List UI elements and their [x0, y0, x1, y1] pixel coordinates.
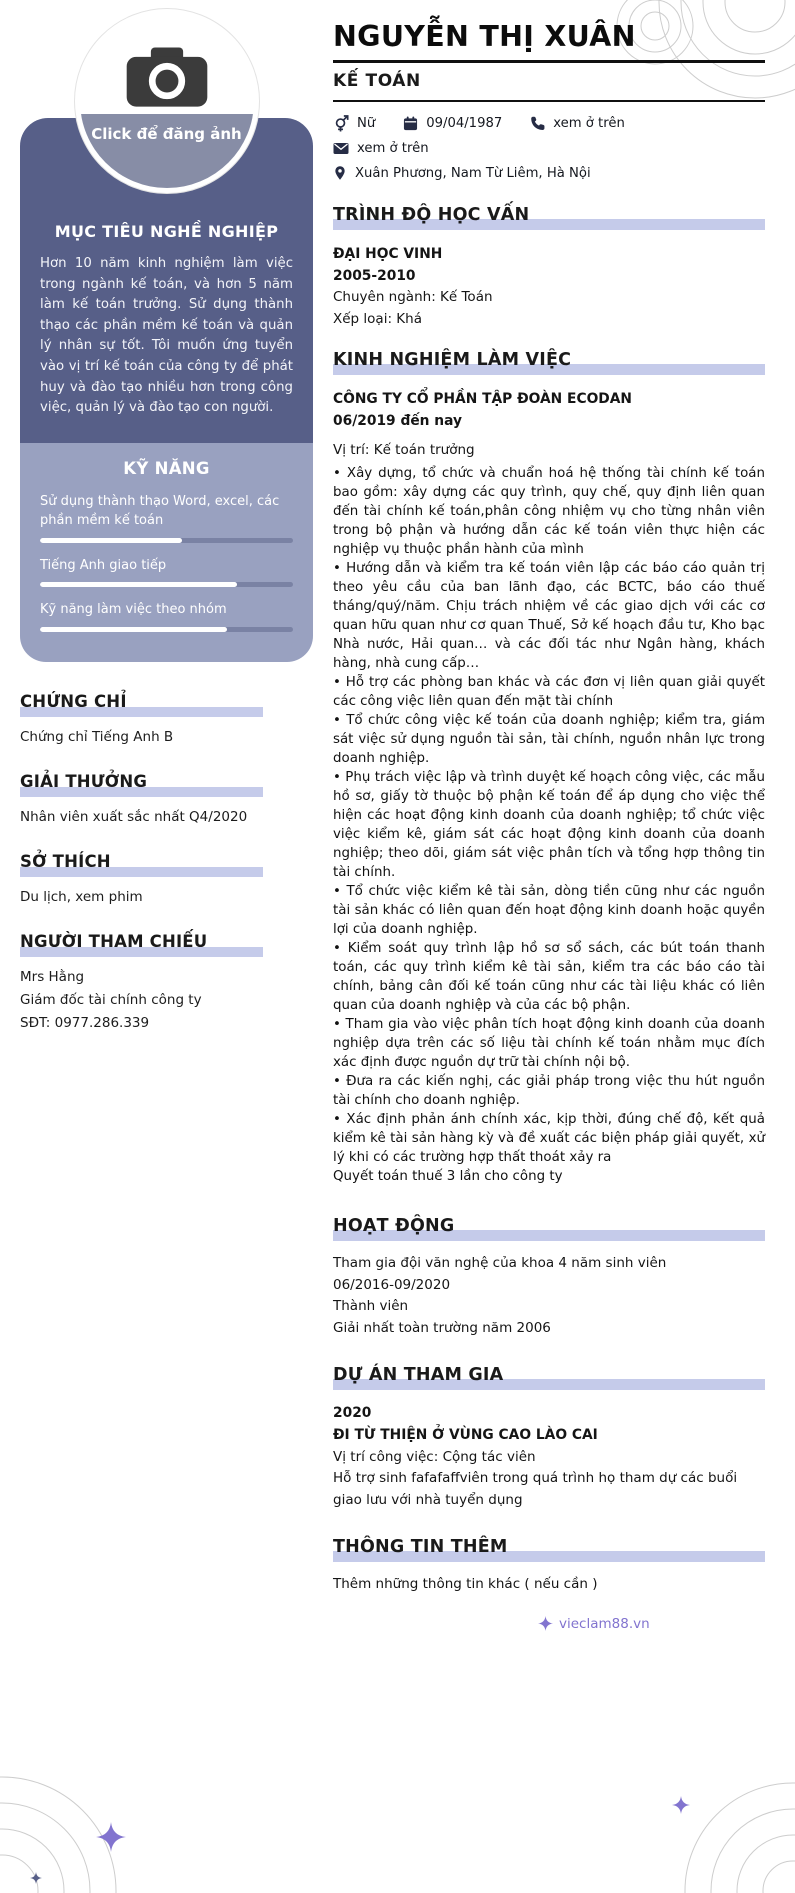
- calendar-icon: [403, 116, 418, 131]
- section-title: CHỨNG CHỈ: [20, 692, 127, 712]
- sidebar: [20, 0, 313, 1058]
- reference-phone: SĐT: 0977.286.339: [20, 1014, 150, 1031]
- education-major: Chuyên ngành: Kế Toán: [333, 289, 493, 306]
- skills-section: [20, 443, 313, 662]
- watermark-text: vieclam88.vn: [559, 1615, 650, 1632]
- contact-row: [333, 115, 765, 132]
- projects-heading: DỰ ÁN THAM GIA: [333, 1365, 765, 1390]
- education-grade: Xếp loại: Khá: [333, 310, 422, 327]
- education-content: [333, 243, 765, 330]
- photo-upload[interactable]: [74, 8, 260, 194]
- contact-row: [333, 141, 765, 156]
- objective-text: Hơn 10 năm kinh nghiệm làm việc trong ngành kế toán, và hơn 5 năm làm kế toán trưởng. Sử dụng thành thạo các phần mềm kế toán và quản lý nhân sự tốt. Tôi muốn ứng tuyển vào vị trí kế toán của công ty để phát huy và đào tạo nhiều hơn trong công việc, quản lý và đào tạo con người.: [40, 256, 293, 416]
- activities-heading: HOẠT ĐỘNG: [333, 1216, 765, 1241]
- skill-bar: [40, 582, 293, 587]
- gender-value: Nữ: [357, 116, 376, 131]
- education-period: 2005-2010: [333, 268, 416, 285]
- skill-item: [40, 557, 293, 588]
- sparkle-icon: [30, 1872, 42, 1884]
- skill-bar: [40, 627, 293, 632]
- reference-role: Giám đốc tài chính công ty: [20, 992, 202, 1008]
- section-title: GIẢI THƯỞNG: [20, 772, 148, 792]
- email-value: xem ở trên: [357, 141, 429, 156]
- gender-icon: [333, 115, 349, 132]
- objective-title: MỤC TIÊU NGHỀ NGHIỆP: [54, 222, 279, 241]
- sparkle-icon: [672, 1796, 690, 1814]
- corner-rings-bottom-right: [625, 1743, 795, 1893]
- section-heading: [20, 692, 313, 716]
- photo-upload-label: Click để đăng ảnh: [91, 125, 242, 143]
- contact-gender: [333, 115, 375, 132]
- experience-bullet: • Đưa ra các kiến nghị, các giải pháp trong việc thu hút nguồn tài chính cho doanh nghiệp.: [333, 1074, 765, 1109]
- section-heading: [20, 852, 313, 876]
- skill-label: Sử dụng thành thạo Word, excel, các phần mềm kế toán: [40, 493, 280, 528]
- projects-content: [333, 1402, 765, 1511]
- skill-label: Tiếng Anh giao tiếp: [40, 557, 167, 573]
- mail-icon: [333, 142, 349, 155]
- contact-email: [333, 141, 429, 156]
- experience-heading: KINH NGHIỆM LÀM VIỆC: [333, 350, 765, 375]
- activity-line: Tham gia đội văn nghệ của khoa 4 năm sinh viên: [333, 1255, 667, 1272]
- experience-description: [333, 464, 765, 1186]
- experience-content: [333, 388, 765, 1186]
- corner-rings-bottom-left: [0, 1733, 180, 1893]
- awards-section: [20, 772, 313, 829]
- experience-bullet: • Hỗ trợ các phòng ban khác và các đơn vị liên quan giải quyết các công việc liên quan đến mặt tài chính: [333, 675, 765, 710]
- job-title: KẾ TOÁN: [333, 63, 765, 102]
- photo-placeholder: [80, 14, 254, 188]
- activity-line: Thành viên: [333, 1298, 409, 1315]
- section-heading: [20, 932, 313, 956]
- phone-icon: [530, 116, 545, 131]
- school-name: ĐẠI HỌC VINH: [333, 246, 443, 262]
- skill-item: [40, 601, 293, 632]
- watermark: [538, 1616, 765, 1632]
- skill-bar: [40, 538, 293, 543]
- activity-line: 06/2016-09/2020: [333, 1276, 451, 1293]
- sparkle-icon: [538, 1616, 553, 1631]
- references-section: [20, 932, 313, 1035]
- project-role: Vị trí công việc: Cộng tác viên: [333, 1448, 536, 1465]
- contact-phone: [530, 116, 625, 131]
- address-value: Xuân Phương, Nam Từ Liêm, Hà Nội: [355, 165, 591, 181]
- skill-item: [40, 493, 293, 543]
- location-icon: [333, 165, 347, 181]
- section-title: SỞ THÍCH: [20, 852, 111, 872]
- skill-bar-fill: [40, 538, 182, 543]
- project-name: ĐI TỪ THIỆN Ở VÙNG CAO LÀO CAI: [333, 1427, 598, 1444]
- skill-label: Kỹ năng làm việc theo nhóm: [40, 602, 227, 618]
- activities-content: [333, 1253, 765, 1339]
- section-line: Chứng chỉ Tiếng Anh B: [20, 729, 174, 746]
- contact-dob: [403, 116, 502, 131]
- candidate-name: NGUYỄN THỊ XUÂN: [333, 20, 765, 63]
- activity-line: Giải nhất toàn trường năm 2006: [333, 1319, 551, 1336]
- sidebar-lower-sections: [20, 662, 313, 1035]
- photo-upload-label-area: [80, 114, 254, 188]
- section-line: Nhân viên xuất sắc nhất Q4/2020: [20, 809, 248, 826]
- phone-value: xem ở trên: [553, 116, 625, 131]
- experience-bullet: • Tổ chức việc kiểm kê tài sản, dòng tiền cũng như các nguồn tài sản khác có liên quan đến hoạt động kinh doanh hoặc quyền lợi của doanh nghiệp.: [333, 884, 765, 938]
- education-heading: TRÌNH ĐỘ HỌC VẤN: [333, 205, 765, 230]
- experience-role: Vị trí: Kế toán trưởng: [333, 442, 475, 459]
- section-heading: [20, 772, 313, 796]
- certificates-section: [20, 692, 313, 749]
- experience-note: Quyết toán thuế 3 lần cho công ty: [333, 1169, 563, 1185]
- main-column: [333, 20, 765, 1632]
- project-description: Hỗ trợ sinh fafafaffviên trong quá trình họ tham dự các buổi giao lưu với nhà tuyển dụng: [333, 1470, 738, 1508]
- section-title: NGƯỜI THAM CHIẾU: [20, 932, 208, 952]
- company-name: CÔNG TY CỔ PHẦN TẬP ĐOÀN ECODAN: [333, 391, 632, 408]
- contact-row: [333, 165, 765, 181]
- contact-info: [333, 115, 765, 181]
- experience-period: 06/2019 đến nay: [333, 413, 463, 430]
- experience-bullet: • Phụ trách việc lập và trình duyệt kế hoạch công việc, các mẫu hồ sơ, giấy tờ thuộc bộ phận kế toán để áp dụng cho việc thể hiện các hoạt động kinh doanh của doanh nghiệp; tổ chức việc việc kiểm kê, giám sát các hoạt động kinh doanh của doanh nghiệp; theo dõi, giám sát việc phân tích và tổng hợp thông tin tài chính.: [333, 770, 765, 881]
- hobbies-section: [20, 852, 313, 909]
- skill-bar-fill: [40, 582, 237, 587]
- dob-value: 09/04/1987: [426, 116, 503, 131]
- skill-bar-fill: [40, 627, 227, 632]
- experience-bullet: • Kiểm soát quy trình lập hồ sơ sổ sách, các bút toán thanh toán, các quy trình kiểm kê tài sản, kiểm tra các báo cáo tài chính, bảng cân đối kế toán cũng như các tài liệu khác có liên quan của doanh nghiệp và của các bộ phận.: [333, 941, 765, 1014]
- sparkle-icon: [96, 1822, 126, 1852]
- more-info-heading: THÔNG TIN THÊM: [333, 1537, 765, 1562]
- skills-title: KỸ NĂNG: [123, 458, 210, 478]
- experience-bullet: • Tham gia vào việc phân tích hoạt động kinh doanh của doanh nghiệp dựa trên các số liệu tài chính kế toán nhằm mục đích xác định được nguồn dự trữ tài chính nội bộ.: [333, 1017, 765, 1071]
- camera-icon: [124, 44, 210, 110]
- experience-bullet: • Xây dựng, tổ chức và chuẩn hoá hệ thống tài chính kế toán bao gồm: xây dựng các quy trình, quy chế, quy định liên quan đến tài chính kế toán,phân công nhiệm vụ cho từng nhân viên trong bộ phận và hướng dẫn các kế toán viên thực hiện các nghiệp vụ thuộc phần hành của mình: [333, 466, 765, 558]
- experience-bullet: • Hướng dẫn và kiểm tra kế toán viên lập các báo cáo quản trị theo yêu cầu của ban lãnh đạo, các BCTC, báo cáo thuế tháng/quý/năm. Chịu trách nhiệm về các giao dịch với các cơ quan hữu quan như cơ quan Thuế, Sở kế hoạch đầu tư, Kho bạc Nhà nước, Hải quan… và các đối tác như Ngân hàng, khách hàng, nhà cung cấp…: [333, 561, 765, 672]
- project-year: 2020: [333, 1405, 372, 1422]
- section-line: Du lịch, xem phim: [20, 889, 143, 906]
- more-info-line: Thêm những thông tin khác ( nếu cần ): [333, 1576, 598, 1593]
- experience-bullet: • Tổ chức công việc kế toán của doanh nghiệp; kiểm tra, giám sát việc sử dụng nguồn tài sản, tài chính, nguồn nhân lực trong doanh nghiệp.: [333, 713, 765, 767]
- contact-address: [333, 165, 591, 181]
- experience-bullet: • Xác định phản ánh chính xác, kịp thời, đúng chế độ, kết quả kiểm kê tài sản hàng kỳ và đề xuất các biện pháp giải quyết, xử lý khi có các trường hợp thất thoát xảy ra: [333, 1112, 765, 1166]
- reference-name: Mrs Hằng: [20, 969, 85, 986]
